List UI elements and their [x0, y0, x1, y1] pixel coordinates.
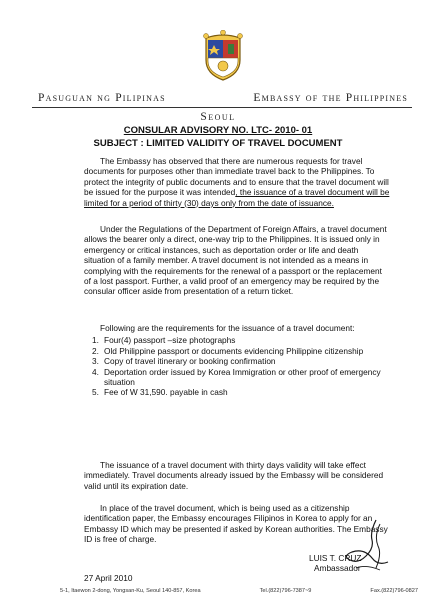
- list-item-text: Fee of W 31,590. payable in cash: [104, 387, 228, 398]
- letterhead-city: Seoul: [200, 111, 236, 123]
- paragraph-observation-validity: , the issuance of a travel document will be limited for a period of thirty (30) days only from the date of issuance.: [84, 187, 390, 208]
- advisory-number: CONSULAR ADVISORY NO. LTC- 2010- 01: [123, 125, 313, 136]
- paragraph-regulations: [84, 224, 390, 297]
- list-item: [92, 387, 390, 397]
- signatory-title: Ambassador: [314, 563, 361, 573]
- list-item-number: 1.: [92, 335, 99, 346]
- list-item-number: 5.: [92, 387, 99, 398]
- signatory-name: LUIS T. CRUZ: [309, 553, 362, 563]
- list-item-text: Old Philippine passport or documents evidencing Philippine citizenship: [104, 345, 364, 356]
- list-item: [92, 367, 390, 388]
- paragraph-regulations-text: Under the Regulations of the Department of Foreign Affairs, a travel document allows the bearer only a direct, one-way trip to the Philippines. It is issued only in emergency or critical instances, such as deportation order or life and death situation of a family member. A travel document is not intended as a means in complying with the requirements for the renewal of a passport or the replacement of a lost passport. Further, a valid proof of an emergency may be required by the consular officer aside from presentation of a return ticket.: [84, 224, 387, 297]
- paragraph-effectivity: [84, 460, 390, 491]
- list-item-number: 4.: [92, 366, 99, 377]
- letterhead-divider: [32, 107, 412, 108]
- letterhead-footer: [60, 588, 418, 594]
- footer-fax: Fax.(822)796-0827: [370, 588, 418, 594]
- list-item-number: 2.: [92, 345, 99, 356]
- list-item: [92, 335, 390, 345]
- list-item: [92, 346, 390, 356]
- paragraph-embassy-id-text: In place of the travel document, which is being used as a citizenship identification paper, the Embassy encourages Filipinos in Korea to apply for an Embassy ID which may be presented if asked by Korean authorities. The Embassy ID is free of charge.: [84, 503, 388, 545]
- list-item-text: Four(4) passport –size photographs: [104, 335, 236, 346]
- footer-telephone: Tel.(822)796-7387~9: [259, 588, 312, 594]
- letterhead-filipino-name: Pasuguan ng Pilipinas: [38, 92, 166, 104]
- document-date: 27 April 2010: [84, 573, 133, 583]
- list-item-number: 3.: [92, 356, 99, 367]
- requirements-list: [84, 335, 390, 397]
- requirements-section: [84, 323, 390, 398]
- paragraph-observation: [84, 156, 390, 208]
- list-item-text: Deportation order issued by Korea Immigration or other proof of emergency situation: [104, 366, 381, 388]
- advisory-subject: SUBJECT : LIMITED VALIDITY OF TRAVEL DOCUMENT: [93, 138, 343, 149]
- requirements-intro: Following are the requirements for the issuance of a travel document:: [100, 323, 355, 333]
- list-item-text: Copy of travel itinerary or booking confirmation: [104, 356, 276, 367]
- list-item: [92, 356, 390, 366]
- letterhead-english-name: Embassy of the Philippines: [253, 92, 408, 104]
- philippine-seal-icon: [198, 30, 248, 82]
- paragraph-effectivity-text: The issuance of a travel document with thirty days validity will take effect immediately. Travel documents already issued by the Embassy will be considered valid until its expiration date.: [84, 460, 384, 491]
- paragraph-observation-text: The Embassy has observed that there are numerous requests for travel documents for purposes other than immediate travel back to the Philippines. To protect the integrity of public documents and to ensure that the travel document will be issued for the purpose it was intended: [84, 156, 389, 198]
- footer-address: 5-1, Itaewon 2-dong, Yongsan-Ku, Seoul 140-857, Korea: [60, 588, 201, 594]
